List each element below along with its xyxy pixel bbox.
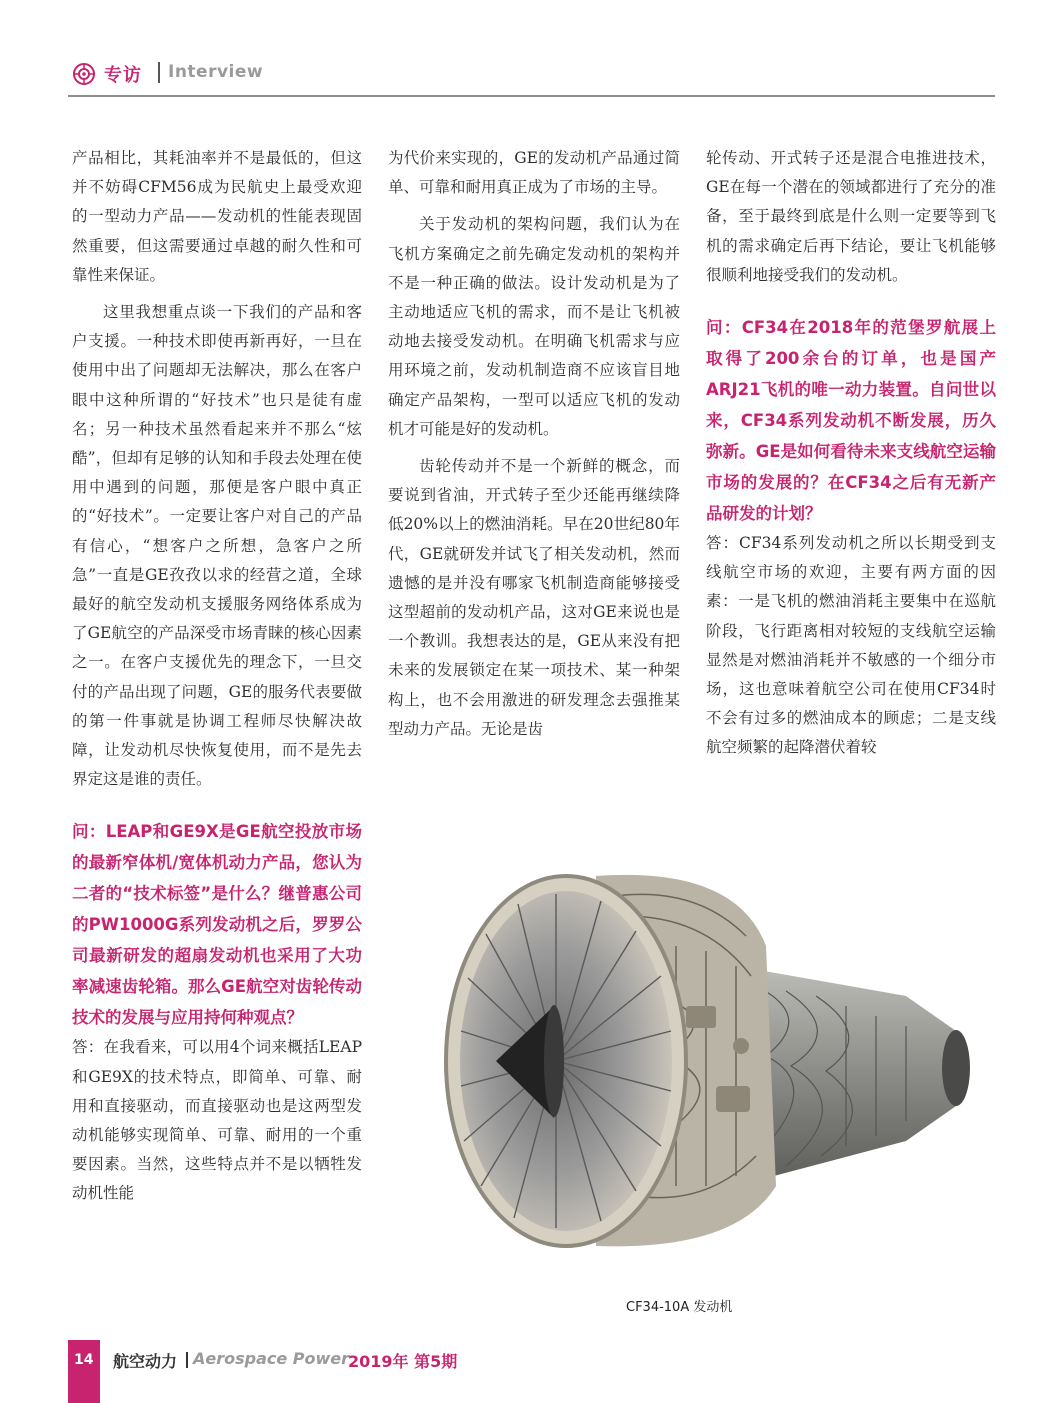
paragraph: 产品相比，其耗油率并不是最低的，但这并不妨碍CFM56成为民航史上最受欢迎的一型动力产品——发动机的性能表现固然重要，但这需要通过卓越的耐久性和可靠性来保证。: [72, 149, 362, 284]
interview-answer: 答：在我看来，可以用4个词来概括LEAP和GE9X的技术特点，即简单、可靠、耐用和直接驱动，而直接驱动也是这两型发动机能够实现简单、可靠、耐用的一个重要因素。当然，这些特点并不是以牺牲发动机性能: [72, 1038, 362, 1203]
footer-separator: [186, 1352, 188, 1368]
interview-question: 问：LEAP和GE9X是GE航空投放市场的最新窄体机/宽体机动力产品，您认为二者的“技术标签”是什么？继普惠公司的PW1000G系列发动机之后，罗罗公司最新研发的超扇发动机也采用了大功率减速齿轮箱。那么GE航空对齿轮传动技术的发展与应用持何种观点？: [72, 822, 362, 1028]
column-1: [72, 144, 362, 1209]
page-header: [0, 0, 1045, 100]
paragraph: 轮传动、开式转子还是混合电推进技术，GE在每一个潜在的领域都进行了充分的准备，至于最终到底是什么则一定要等到飞机的需求确定后再下结论，要让飞机能够很顺利地接受我们的发动机。: [706, 149, 996, 284]
header-rule: [68, 95, 995, 97]
magazine-logo-icon: [72, 62, 98, 86]
page-number: 14: [74, 1352, 94, 1368]
paragraph: 为代价来实现的，GE的发动机产品通过简单、可靠和耐用真正成为了市场的主导。: [388, 149, 680, 197]
magazine-title-en: Aerospace Power: [193, 1349, 350, 1368]
section-label-en: Interview: [168, 62, 264, 82]
column-3: [706, 144, 996, 763]
interview-answer: 答：CF34系列发动机之所以长期受到支线航空市场的欢迎，主要有两方面的因素：一是飞机的燃油消耗主要集中在巡航阶段，飞行距离相对较短的支线航空运输显然是对燃油消耗并不敏感的一个细分市场，这也意味着航空公司在使用CF34时不会有过多的燃油成本的顾虑；二是支线航空频繁的起降潜伏着较: [706, 534, 996, 757]
section-separator: [158, 62, 160, 83]
column-2: [388, 144, 680, 744]
paragraph: 齿轮传动并不是一个新鲜的概念，而要说到省油，开式转子至少还能再继续降低20%以上的燃油消耗。早在20世纪80年代，GE就研发并试飞了相关发动机，然而遗憾的是并没有哪家飞机制造商能够接受这型超前的发动机产品，这对GE来说也是一个教训。我想表达的是，GE从来没有把未来的发展锁定在某一项技术、某一种架构上，也不会用激进的研发理念去强推某型动力产品。无论是齿: [388, 457, 680, 738]
section-label: 专访: [104, 65, 142, 86]
figure-caption: CF34-10A 发动机: [626, 1300, 733, 1315]
page-number-tab: [68, 1340, 100, 1403]
paragraph: 关于发动机的架构问题，我们认为在飞机方案确定之前先确定发动机的架构并不是一种正确的做法。设计发动机是为了主动地适应飞机的需求，而不是让飞机被动地去接受发动机。在明确飞机需求与应用环境之前，发动机制造商不应该盲目地确定产品架构，一型可以适应飞机的发动机才可能是好的发动机。: [388, 215, 680, 438]
issue-label: 2019年 第5期: [348, 1352, 458, 1371]
paragraph: 这里我想重点谈一下我们的产品和客户支援。一种技术即使再新再好，一旦在使用中出了问题却无法解决，那么在客户眼中这种所谓的“好技术”也只是徒有虚名；另一种技术虽然看起来并不那么“炫酷”，但却有足够的认知和手段去处理在使用中遇到的问题，那便是客户眼中真正的“好技术”。一定要让客户对自己的产品有信心，“想客户之所想，急客户之所急”一直是GE孜孜以求的经营之道，全球最好的航空发动机支援服务网络体系成为了GE航空的产品深受市场青睐的核心因素之一。在客户支援优先的理念下，一旦交付的产品出现了问题，GE的服务代表要做的第一件事就是协调工程师尽快解决故障，让发动机尽快恢复使用，而不是先去界定这是谁的责任。: [72, 303, 362, 789]
engine-photo: [436, 856, 976, 1256]
magazine-title: 航空动力: [113, 1352, 178, 1371]
interview-question: 问：CF34在2018年的范堡罗航展上取得了200余台的订单，也是国产ARJ21飞机的唯一动力装置。自问世以来，CF34系列发动机不断发展，历久弥新。GE是如何看待未来支线航空运输市场的发展的？在CF34之后有无新产品研发的计划？: [706, 318, 996, 524]
